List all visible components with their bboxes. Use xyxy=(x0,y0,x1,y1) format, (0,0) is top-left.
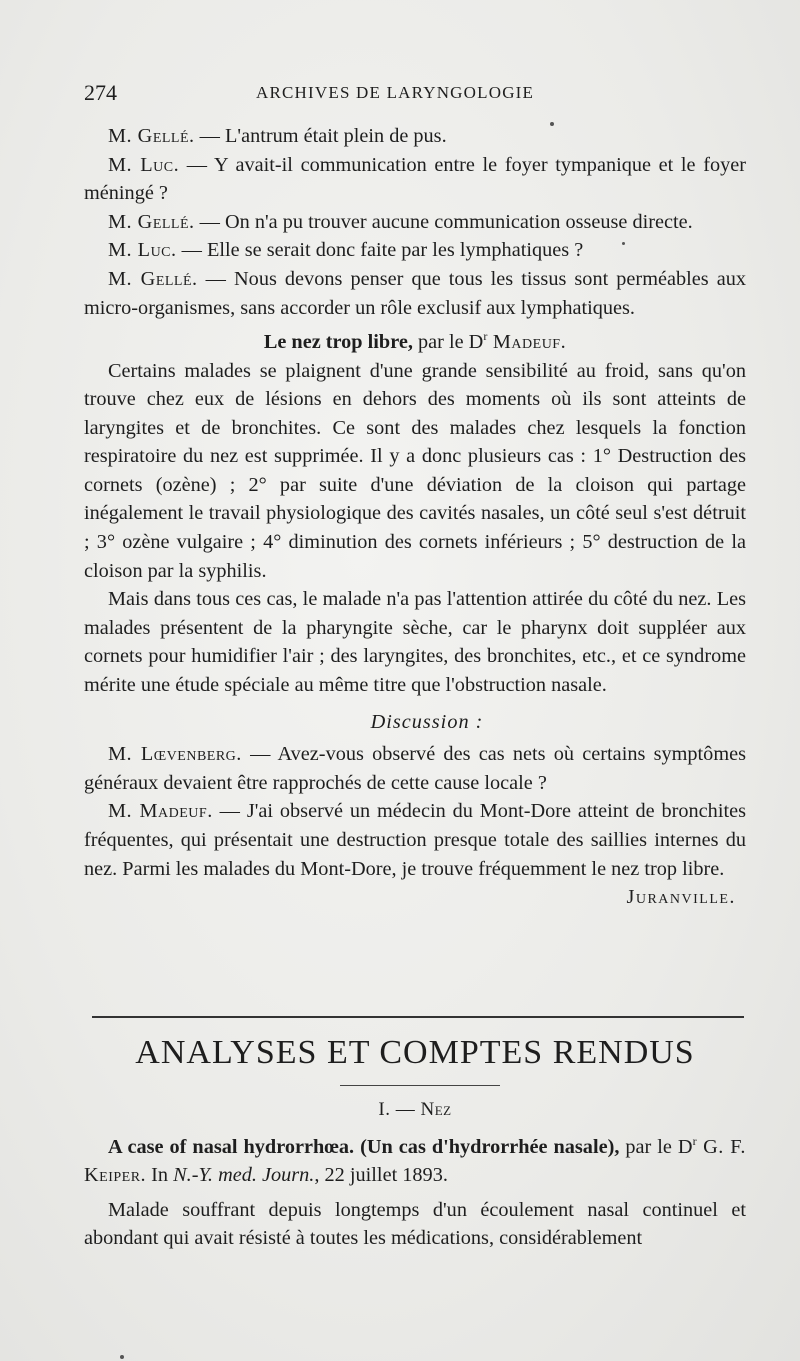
dialogue-line xyxy=(84,208,746,237)
paragraph: Mais dans tous ces cas, le malade n'a pas l'attention attirée du côté du nez. Les malades présentent de la pharyngite sèche, car le pharynx doit suppléer aux cornets pour humidifier l'air ; des laryngites, des bronchites, etc., et ce syndrome mérite une étude spéciale au même titre que l'obstruction nasale. xyxy=(84,588,746,697)
speech: — Y avait-il communication entre le foyer tympanique et le foyer méningé ? xyxy=(84,153,746,205)
speaker: M. Gellé. xyxy=(108,210,195,233)
dialogue-line xyxy=(84,265,746,322)
talk-by-sup: r xyxy=(483,329,488,344)
dialogue-line xyxy=(84,122,746,151)
print-speck xyxy=(550,122,554,126)
speaker: M. Gellé. xyxy=(108,267,198,290)
paragraph: Certains malades se plaignent d'une grande sensibilité au froid, sans qu'on trouve chez eux de lésions en dehors des moments où ils sont atteints de laryngites et de bronchites. Ce sont des malades chez lesquels la fonction respiratoire du nez est supprimée. Il y a donc plusieurs cas : 1° Destruction des cornets (ozène) ; 2° par suite d'une déviation de la cloison qui partage inégalement le travail physiologique des cavités nasales, un côté seul s'est détruit ; 3° ozène vulgaire ; 4° diminution des cornets inférieurs ; 5° destruction de la cloison par la syphilis. xyxy=(84,359,746,582)
section-divider xyxy=(92,1016,744,1018)
talk-title-text: Le nez trop libre, xyxy=(263,330,413,353)
review-journal: N.-Y. med. Journ. xyxy=(173,1163,315,1186)
speaker: M. Luc. xyxy=(108,239,177,262)
speaker: M. Gellé. xyxy=(108,125,195,147)
review-text: Malade souffrant depuis longtemps d'un écoulement nasal continuel et abondant qui avait résisté à toutes les médications, considérablement xyxy=(84,1198,746,1250)
review-par: par le D xyxy=(619,1135,693,1158)
title-underline xyxy=(340,1085,500,1086)
review-title-en: A case of nasal hydrorrhœa. xyxy=(108,1135,355,1158)
talk-title xyxy=(84,322,746,356)
review-in: In xyxy=(146,1163,174,1186)
discussion-entry xyxy=(84,740,746,797)
review-citation xyxy=(84,1127,746,1190)
speech: — Nous devons penser que tous les tissus sont perméables aux micro-organismes, sans accorder un rôle exclusif aux lymphatiques. xyxy=(84,267,746,319)
review-par-sup: r xyxy=(692,1133,697,1148)
speaker: M. Lœvenberg. xyxy=(108,743,242,766)
talk-by: par le D xyxy=(412,330,484,353)
speech: — On n'a pu trouver aucune communication osseuse directe. xyxy=(194,210,693,233)
signature: Juranville. xyxy=(626,886,736,909)
dialogue-line xyxy=(84,151,746,208)
speaker: M. Madeuf. xyxy=(108,800,213,823)
running-title: ARCHIVES DE LARYNGOLOGIE xyxy=(256,83,535,102)
page-header xyxy=(84,80,744,110)
page-number: 274 xyxy=(84,80,117,105)
speech: — L'antrum était plein de pus. xyxy=(194,125,447,147)
review-title-fr: (Un cas d'hydrorrhée nasale), xyxy=(354,1135,620,1158)
review-date: , 22 juillet 1893. xyxy=(314,1163,448,1186)
main-text xyxy=(84,122,746,912)
discussion-heading: Discussion : xyxy=(370,710,484,733)
speech: — Avez-vous observé des cas nets où certains symptômes généraux devaient être rapprochés de cette cause locale ? xyxy=(84,743,746,794)
print-speck xyxy=(622,242,625,245)
review-block xyxy=(84,1096,746,1253)
dialogue-line xyxy=(84,236,746,265)
section-title: ANALYSES ET COMPTES RENDUS xyxy=(135,1034,695,1071)
speech: — Elle se serait donc faite par les lymphatiques ? xyxy=(176,239,584,262)
print-speck xyxy=(120,1355,124,1359)
speech: — J'ai observé un médecin du Mont-Dore atteint de bronchites fréquentes, qui présentait une destruction presque totale des saillies internes du nez. Parmi les malades du Mont-Dore, je trouve fréquemment le nez trop libre. xyxy=(84,800,746,880)
talk-author: Madeuf. xyxy=(487,330,567,353)
subsection-heading: I. — Nez xyxy=(378,1099,452,1120)
review-author: G. F. Keiper. xyxy=(84,1135,747,1186)
speaker: M. Luc. xyxy=(108,153,180,176)
discussion-entry xyxy=(84,797,746,909)
